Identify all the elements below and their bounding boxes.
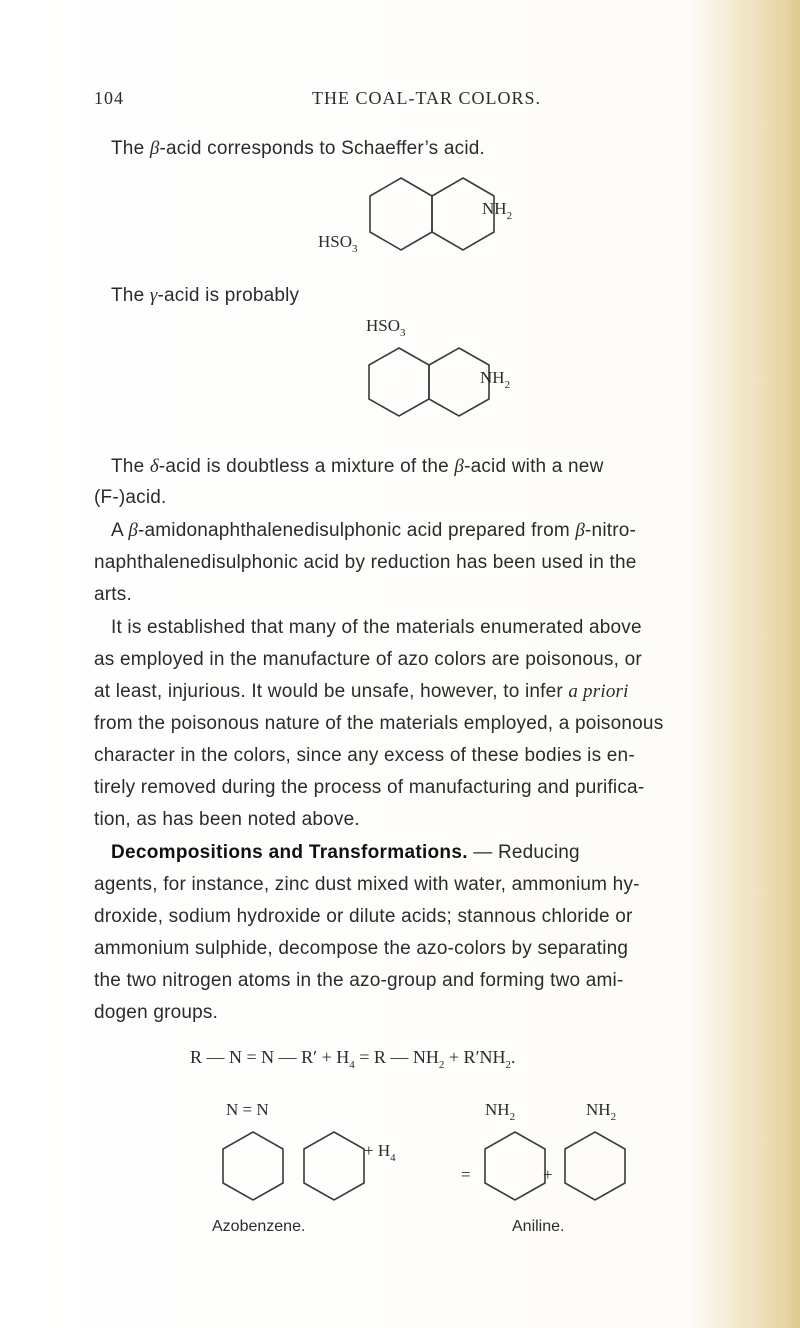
benzene-ring: [304, 1132, 364, 1200]
text-line: as employed in the manufacture of azo colors are poisonous, or: [94, 649, 642, 670]
label-nh2: $NH_2$: [482, 199, 513, 222]
text-line: arts.: [94, 584, 132, 605]
running-title: THE COAL-TAR COLORS.: [312, 88, 542, 108]
text-line: ammonium sulphide, decompose the azo-colors by separating: [94, 938, 629, 959]
running-header: [94, 88, 694, 114]
text-line: the two nitrogen atoms in the azo-group and forming two ami-: [94, 970, 624, 991]
benzene-ring: [485, 1132, 545, 1200]
label-nh2: $NH_2$: [485, 1100, 516, 1123]
label-equals: =: [461, 1165, 471, 1184]
text-line: agents, for instance, zinc dust mixed with water, ammonium hy-: [94, 874, 640, 895]
text-line: The δ-acid is doubtless a mixture of the β-acid with a new: [111, 456, 604, 477]
reduction-equation: R — N = N — $R' + H_4 = R$ — $NH_2 + R'NH_2$.: [190, 1047, 516, 1071]
naphthalene-structure: [367, 176, 487, 266]
page-number: 104: [94, 88, 124, 108]
caption-azobenzene: Azobenzene.: [212, 1218, 306, 1235]
page-edge-shading: [760, 0, 800, 1328]
label-plus: +: [543, 1165, 553, 1184]
caption-aniline: Aniline.: [512, 1218, 565, 1235]
benzene-ring-left: [369, 348, 429, 416]
text-line: tirely removed during the process of manufacturing and purifica-: [94, 777, 645, 798]
text-line: at least, injurious. It would be unsafe, however, to infer a priori: [94, 681, 629, 702]
text-line: The β-acid corresponds to Schaeffer’s acid.: [111, 138, 485, 159]
benzene-ring: [223, 1132, 283, 1200]
benzene-ring-left: [370, 178, 432, 250]
text-line: Decompositions and Transformations. — Reducing: [111, 842, 580, 863]
label-nh2: $NH_2$: [586, 1100, 617, 1123]
reaction-diagram: [220, 1130, 630, 1212]
text-line: character in the colors, since any excess of these bodies is en-: [94, 745, 635, 766]
text-line: naphthalenedisulphonic acid by reduction has been used in the: [94, 552, 637, 573]
text-line: droxide, sodium hydroxide or dilute acids; stannous chloride or: [94, 906, 633, 927]
text-line: The γ-acid is probably: [111, 285, 300, 306]
text-line: from the poisonous nature of the materials employed, a poisonous: [94, 713, 664, 734]
benzene-ring: [565, 1132, 625, 1200]
text-line: (F-)acid.: [94, 487, 167, 508]
section-heading: Decompositions and Transformations.: [111, 842, 468, 863]
text-line: dogen groups.: [94, 1002, 219, 1023]
label-hso3: $HSO_3$: [318, 232, 358, 255]
naphthalene-structure: [366, 346, 486, 428]
label-hso3: $HSO_3$: [366, 316, 406, 339]
label-nh2: $NH_2$: [480, 368, 511, 391]
label-plus-h4: + $H_4$: [364, 1141, 396, 1164]
text-line: A β-amidonaphthalenedisulphonic acid prepared from β-nitro-: [111, 520, 637, 541]
label-n-eq-n: N = N: [226, 1100, 269, 1119]
text-line: It is established that many of the materials enumerated above: [111, 617, 642, 638]
text-line: tion, as has been noted above.: [94, 809, 360, 830]
